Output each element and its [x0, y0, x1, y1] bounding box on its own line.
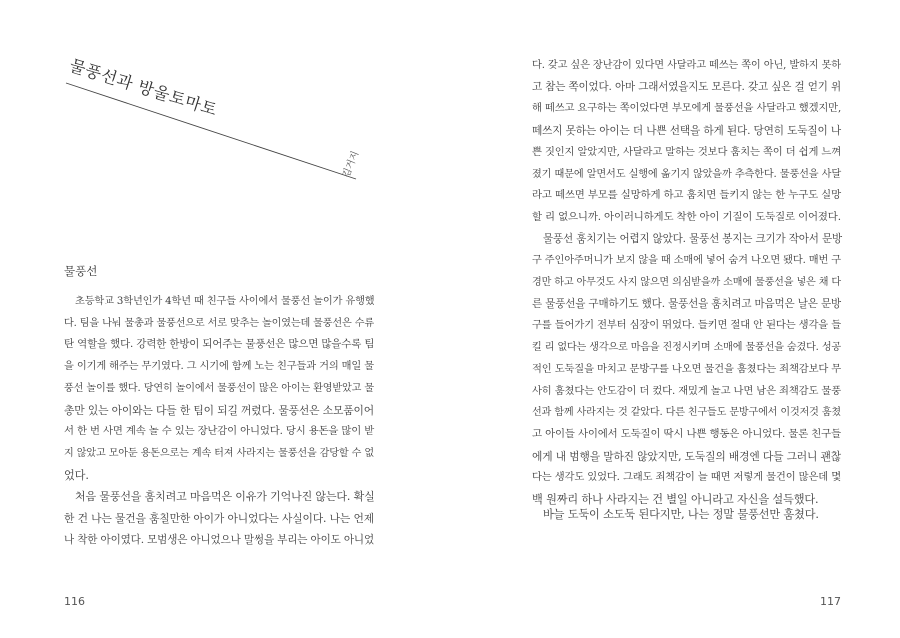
text-line: 떼쓰지 못하는 아이는 더 나쁜 선택을 하게 된다. 당연히 도둑질이 나	[532, 124, 842, 138]
chapter-title-block	[0, 0, 450, 220]
right-body-text	[532, 55, 841, 511]
text-line: 총만 있는 아이와는 다들 한 팀이 되길 꺼렸다. 물풍선은 소모품이어	[64, 403, 374, 417]
text-line: 바늘 도둑이 소도둑 된다지만, 나는 정말 물풍선만 훔쳤다.	[543, 508, 819, 521]
text-line: 다. 갖고 싶은 장난감이 있다면 사달라고 떼쓰는 쪽이 아닌, 발하지 못하	[532, 60, 841, 71]
text-line: 지 않았고 모아둔 용돈으로는 계속 터져 사라지는 물풍선을 감당할 수 없	[64, 447, 374, 459]
text-line: 다는 생각도 있었다. 그래도 죄책감이 늘 때면 저렇게 물건이 많은데 몇	[532, 471, 841, 484]
text-line: 다. 팀을 나눠 물총과 물풍선으로 서로 맞추는 놀이였는데 물풍선은 수류	[64, 317, 374, 329]
author-name: 김거지	[340, 149, 362, 180]
text-line: 사히 훔쳤다는 안도감이 더 컸다. 재밌게 놀고 나면 남은 죄책감도 물풍	[532, 384, 841, 397]
text-line: 졌기 때문에 알면서도 실행에 옮기지 않았을까 추측한다. 물풍선을 사달	[532, 168, 841, 180]
section-heading: 물풍선	[64, 264, 98, 278]
text-line: 고 아이들 사이에서 도둑질이 딱시 나쁜 행동은 아니었다. 물론 친구들	[532, 427, 841, 440]
text-line: 구 주인아주머니가 보지 않을 때 소매에 넣어 숨겨 나오면 됐다. 매번 구	[532, 255, 841, 267]
text-line: 처음 물풍선을 훔치려고 마음먹은 이유가 기억나진 않는다. 확실	[75, 490, 375, 504]
text-line: 나 착한 아이였다. 모범생은 아니었으나 말썽을 부리는 아이도 아니었	[64, 533, 374, 546]
text-line: 초등학교 3학년인가 4학년 때 친구들 사이에서 물풍선 놀이가 유행했	[75, 296, 375, 307]
text-line: 쁜 짓인지 알았지만, 사달라고 말하는 것보다 훔치는 쪽이 더 쉽게 느껴	[532, 145, 841, 158]
text-line: 었다.	[64, 468, 89, 482]
text-line: 킬 리 없다는 생각으로 마음을 진정시키며 소매에 물풍선을 숨겼다. 성공	[532, 342, 841, 354]
text-line: 물풍선 훔치기는 어렵지 않았다. 물풍선 봉지는 크기가 작아서 문방	[543, 232, 842, 245]
text-line: 에게 내 범행을 말하진 않았지만, 도둑질의 배경엔 다들 그러니 괜찮	[532, 449, 842, 463]
left-body-text	[64, 291, 374, 551]
text-line: 서 한 번 사면 계속 놀 수 있는 장난감이 아니었다. 당시 용돈을 많이 받	[64, 425, 375, 438]
text-line: 고 참는 쪽이었다. 아마 그래서였을지도 모른다. 갖고 싶은 걸 얻기 위	[532, 80, 841, 93]
text-line: 백 원짜리 하나 사라지는 건 별일 아니라고 자신을 설득했다.	[532, 493, 819, 507]
title-diagonal-rule	[0, 0, 450, 220]
text-line: 른 물풍선을 구매하기도 했다. 물풍선을 훔치려고 마음먹은 날은 문방	[532, 297, 841, 310]
text-line: 탄 역할을 했다. 강력한 한방이 되어주는 물풍선은 많으면 많을수록 팀	[64, 338, 375, 351]
chapter-title: 물풍선과 방울토마토	[67, 55, 220, 120]
text-line: 을 이기게 해주는 무기였다. 그 시기에 함께 노는 친구들과 거의 매일 물	[64, 360, 374, 373]
page-number-right: 117	[820, 595, 841, 608]
text-line: 할 리 없으니까. 아이러니하게도 착한 아이 기질이 도둑질로 이어졌다.	[532, 210, 841, 223]
text-line: 한 건 나는 물건을 훔칠만한 아이가 아니었다는 사실이다. 나는 언제	[64, 512, 374, 526]
text-line: 선과 함께 사라지는 것 같았다. 다른 친구들도 문방구에서 이것저것 훔쳤	[532, 407, 841, 419]
text-line: 구를 들어가기 전부터 심장이 뛰었다. 들키면 절대 안 된다는 생각을 들	[532, 319, 841, 332]
text-line: 해 떼쓰고 요구하는 쪽이었다면 부모에게 물풍선을 사달라고 했겠지만,	[532, 102, 842, 115]
text-line: 경만 하고 아무것도 사지 않으면 의심받을까 소매에 물풍선을 넣은 채 다	[532, 277, 841, 289]
text-line: 라고 떼쓰면 부모를 실망하게 하고 훔치면 들키지 않는 한 누구도 실망	[532, 189, 841, 202]
page-number-left: 116	[64, 595, 85, 608]
text-line: 적인 도둑질을 마치고 문방구를 나오면 물건을 훔쳤다는 죄책감보다 무	[532, 362, 842, 375]
right-closing-paragraph	[532, 504, 841, 526]
text-line: 풍선 놀이를 했다. 당연히 놀이에서 물풍선이 많은 아이는 환영받았고 물	[64, 382, 374, 394]
